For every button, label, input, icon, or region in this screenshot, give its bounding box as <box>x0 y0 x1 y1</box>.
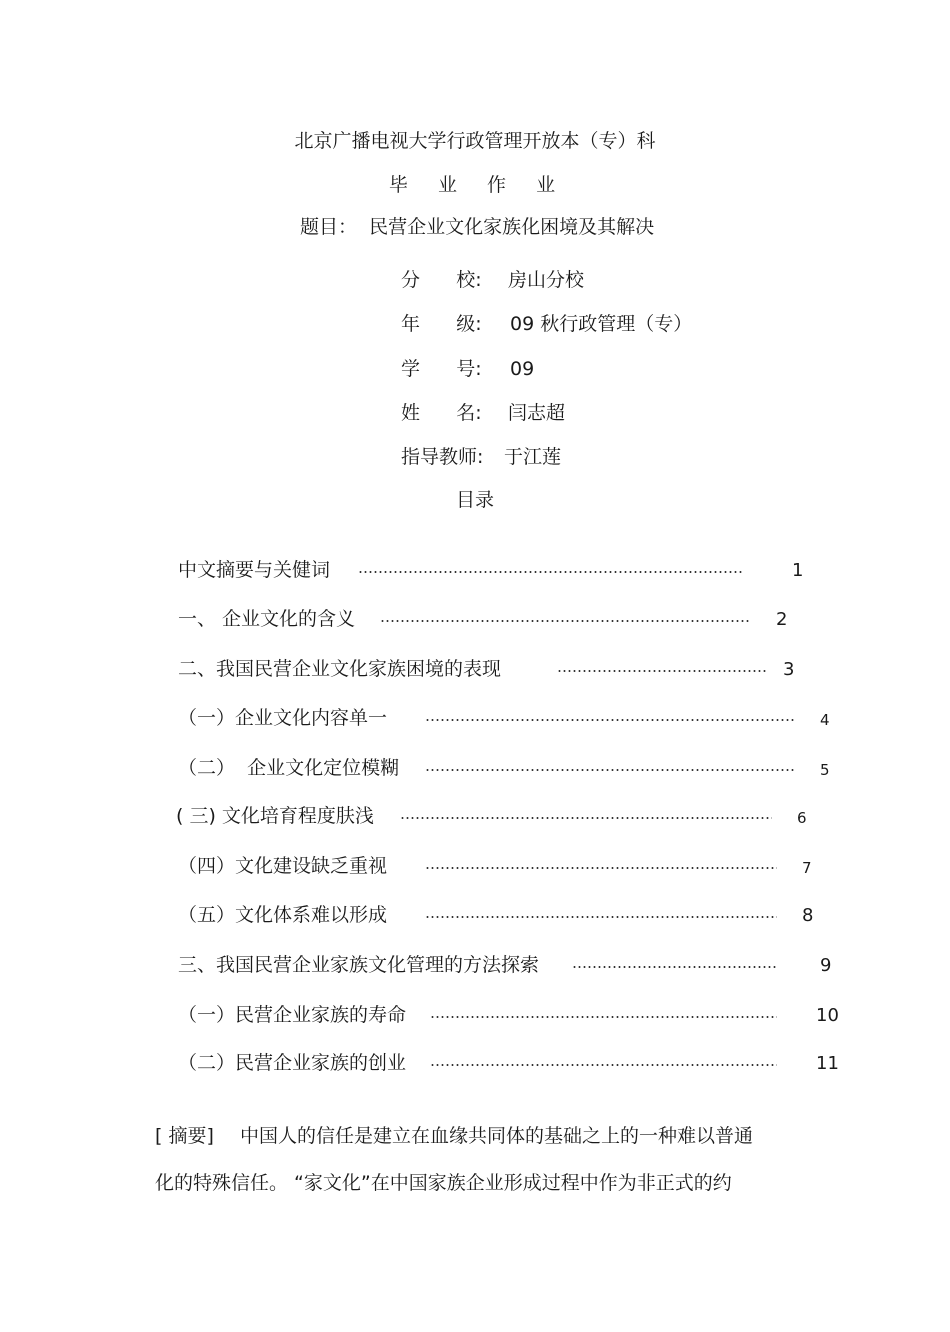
abstract-line-2: 化的特殊信任。 “家文化”在中国家族企业形成过程中作为非正式的约 <box>155 1172 732 1194</box>
toc-leader <box>557 670 767 672</box>
meta-value-advisor: 于江莲 <box>504 446 562 468</box>
abstract-line-1: 中国人的信任是建立在血缘共同体的基础之上的一种难以普通 <box>239 1125 753 1147</box>
toc-item-text: 二、我国民营企业文化家族困境的表现 <box>178 658 502 680</box>
toc-item-page: 4 <box>820 711 830 729</box>
toc-item-page: 11 <box>816 1053 839 1074</box>
toc-item-text: （二） 企业文化定位模糊 <box>178 757 400 779</box>
meta-label-name: 姓 名: <box>401 402 482 424</box>
thesis-title: 题目： 民营企业文化家族化困境及其解决 <box>300 216 655 238</box>
toc-leader <box>430 1016 777 1018</box>
meta-label-grade: 年 级: <box>401 313 482 335</box>
toc-item-page: 10 <box>816 1005 839 1026</box>
toc-item <box>0 854 950 880</box>
toc-item-page: 2 <box>776 609 788 630</box>
toc-leader <box>380 620 750 622</box>
meta-value-grade: 09 秋行政管理（专） <box>510 313 693 335</box>
toc-item <box>0 804 950 830</box>
toc-item-page: 5 <box>820 761 830 779</box>
toc-item-text: 中文摘要与关健词 <box>178 559 331 581</box>
toc-leader <box>425 867 777 869</box>
toc-leader <box>430 1064 777 1066</box>
toc-heading: 目录 <box>455 489 494 511</box>
toc-item-page: 8 <box>802 905 814 926</box>
toc-item <box>0 657 950 683</box>
toc-item <box>0 706 950 732</box>
toc-item <box>0 953 950 979</box>
toc-item <box>0 607 950 633</box>
meta-value-campus: 房山分校 <box>508 269 585 291</box>
toc-item <box>0 903 950 929</box>
toc-item-text: （四）文化建设缺乏重视 <box>178 855 388 877</box>
toc-leader <box>572 966 777 968</box>
toc-item-page: 9 <box>820 955 832 976</box>
meta-label-student-id: 学 号: <box>401 358 482 380</box>
institution-title: 北京广播电视大学行政管理开放本（专）科 <box>294 130 656 152</box>
toc-item-text: （一）企业文化内容单一 <box>178 707 388 729</box>
abstract-label: [ 摘要] <box>155 1125 214 1147</box>
toc-item <box>0 1003 950 1029</box>
meta-label-campus: 分 校: <box>401 269 482 291</box>
meta-label-advisor: 指导教师: <box>401 446 484 468</box>
toc-item-page: 3 <box>783 659 795 680</box>
toc-item-text: 三、我国民营企业家族文化管理的方法探索 <box>178 954 540 976</box>
document-type: 毕 业 作 业 <box>388 174 562 196</box>
toc-leader <box>425 719 795 721</box>
toc-item <box>0 756 950 782</box>
toc-item <box>0 558 950 584</box>
toc-item-page: 1 <box>792 560 804 581</box>
toc-item-page: 7 <box>802 859 812 877</box>
toc-item-text: 一、 企业文化的含义 <box>178 608 356 630</box>
meta-value-name: 闫志超 <box>508 402 566 424</box>
abstract-line-1-wrap <box>155 1124 753 1148</box>
toc-item-text: （五）文化体系难以形成 <box>178 904 388 926</box>
toc-item-text: （一）民营企业家族的寿命 <box>178 1004 407 1026</box>
toc-leader <box>400 817 772 819</box>
toc-leader <box>425 769 795 771</box>
toc-item <box>0 1051 950 1077</box>
toc-item-page: 6 <box>797 809 807 827</box>
meta-value-student-id: 09 <box>510 358 535 380</box>
toc-leader <box>358 571 743 573</box>
toc-item-text: （二）民营企业家族的创业 <box>178 1052 407 1074</box>
toc-leader <box>425 916 777 918</box>
toc-item-text: ( 三) 文化培育程度肤浅 <box>176 805 374 827</box>
